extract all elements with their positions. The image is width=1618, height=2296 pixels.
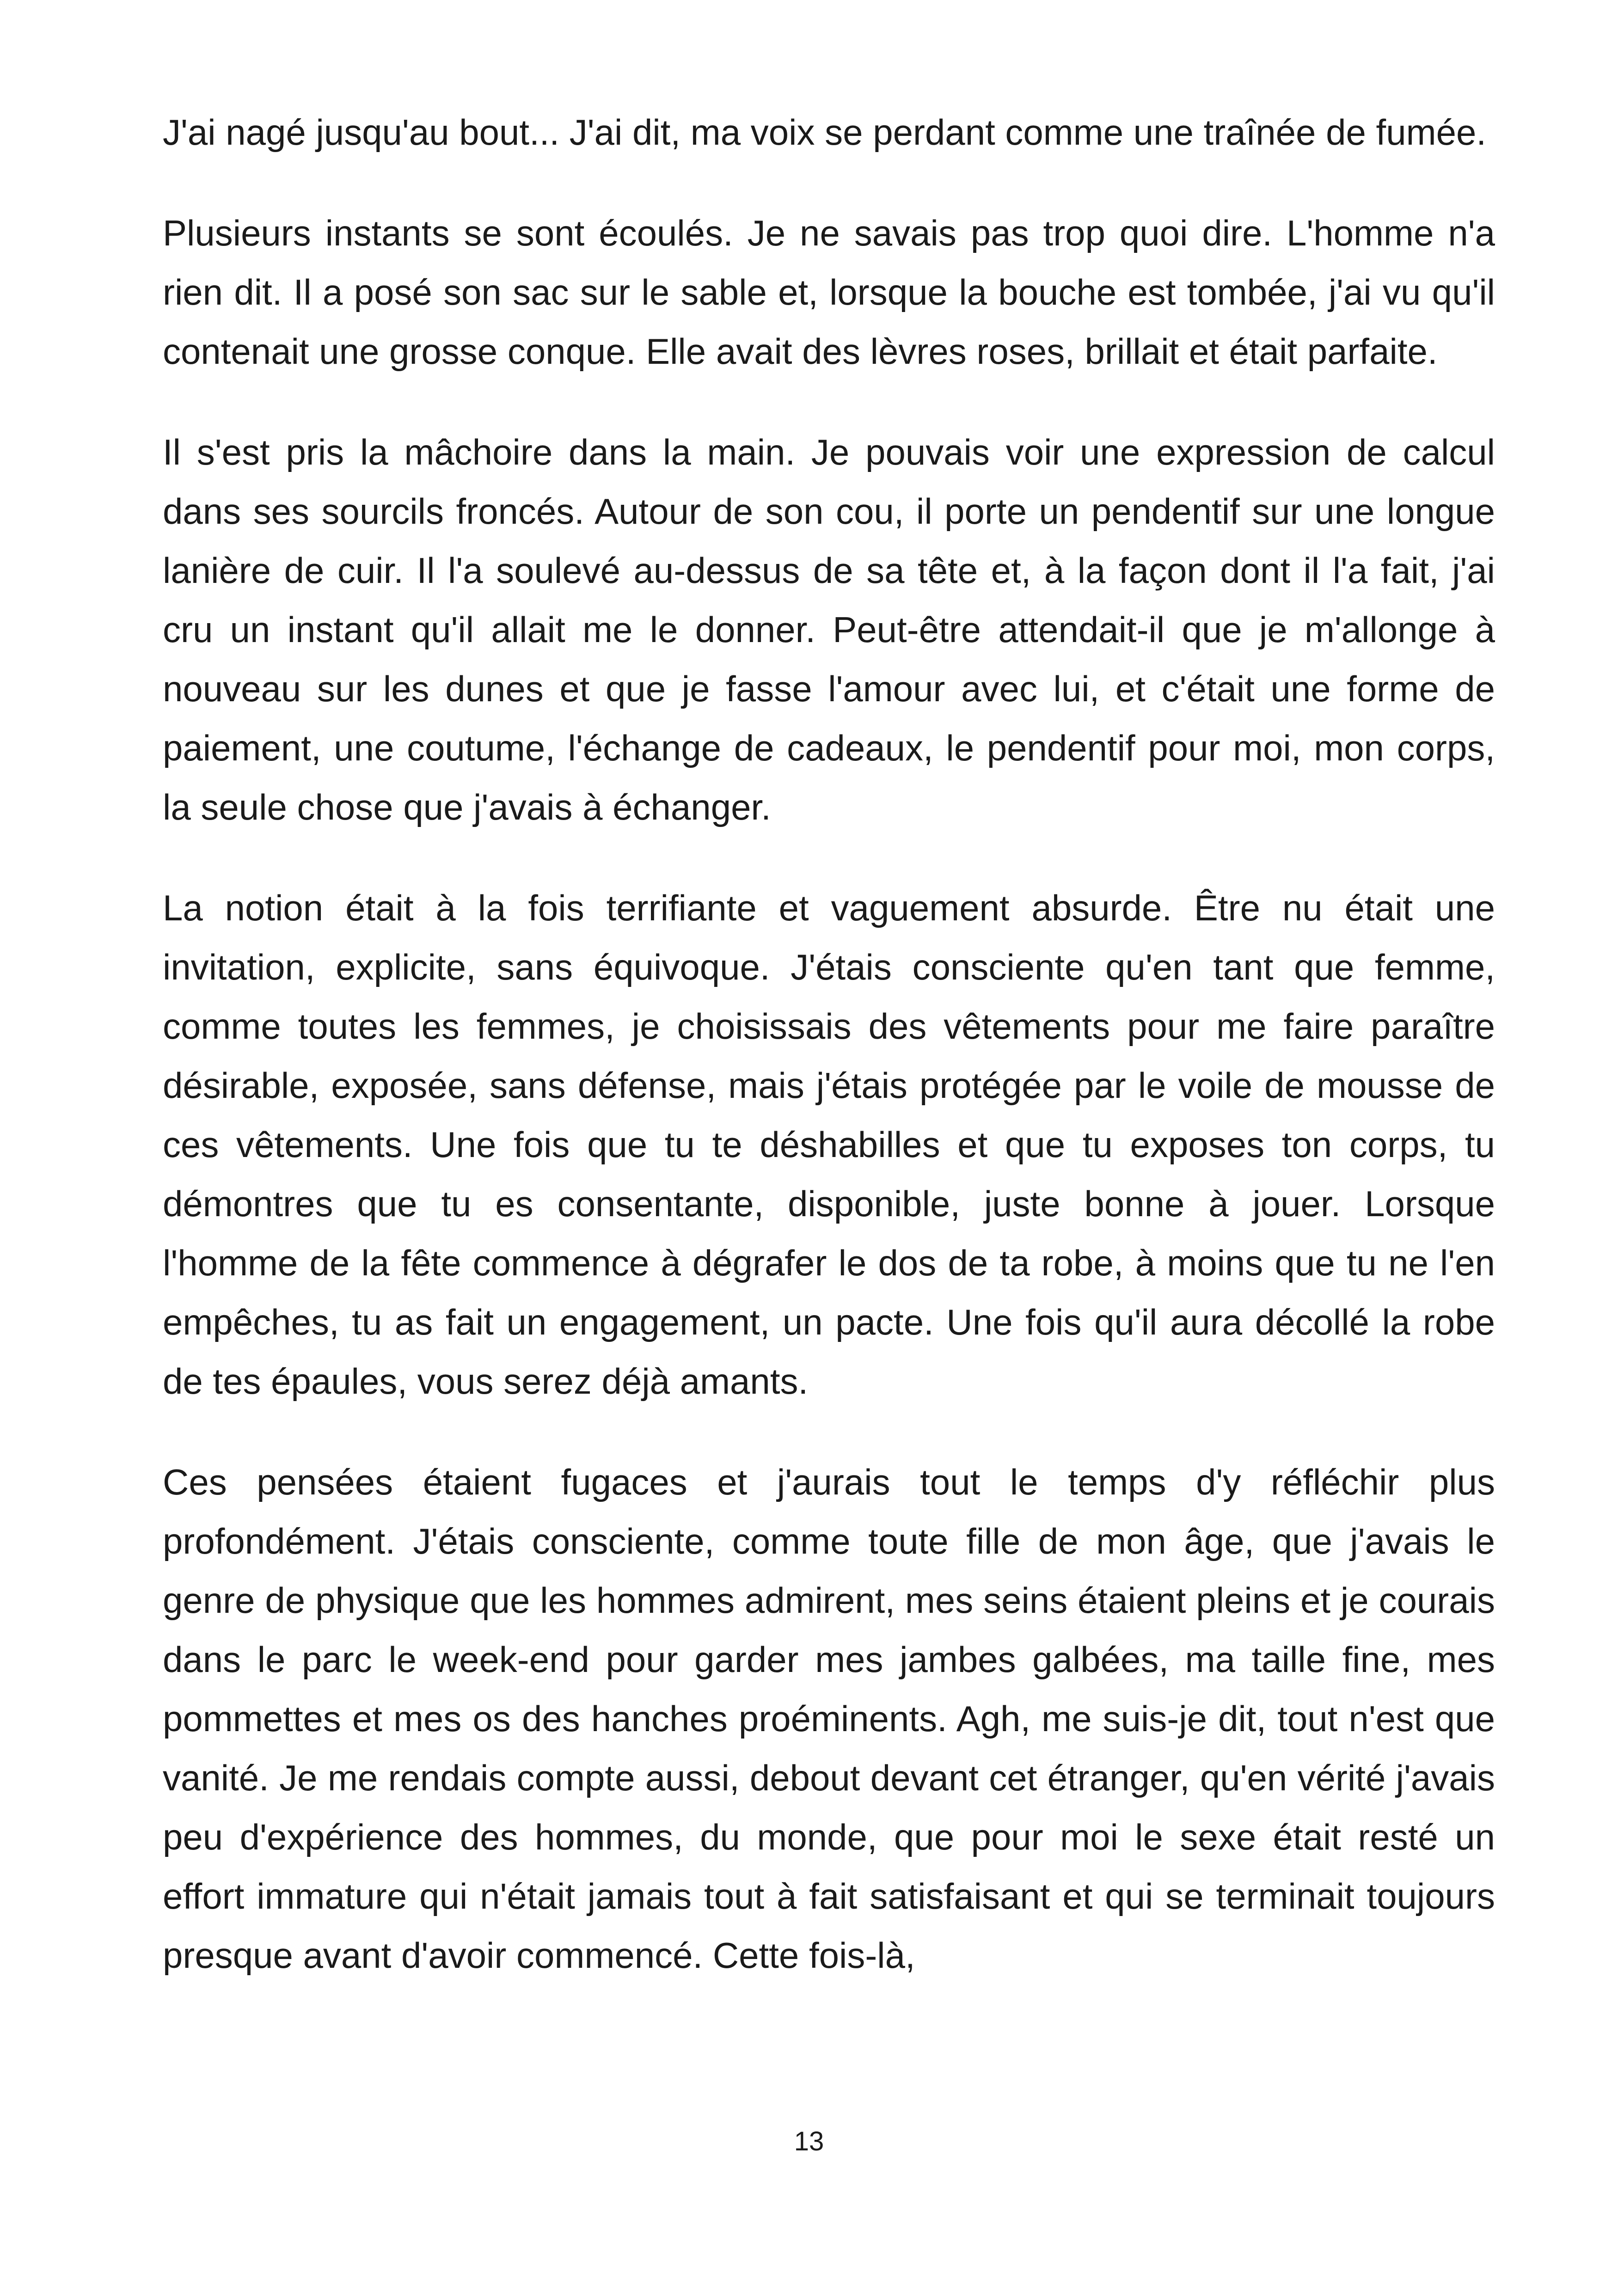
paragraph-2: Plusieurs instants se sont écoulés. Je ne savais pas trop quoi dire. L'homme n'a rien dit. Il a posé son sac sur le sable et, lorsque la bouche est tombée, j'ai vu qu'il contenait une grosse conque. Elle avait des lèvres roses, brillait et était parfaite.: [163, 213, 1495, 372]
paragraph-1: J'ai nagé jusqu'au bout... J'ai dit, ma voix se perdant comme une traînée de fumée.: [163, 112, 1486, 153]
body-text: [163, 103, 1495, 2027]
paragraph-5: Ces pensées étaient fugaces et j'aurais tout le temps d'y réfléchir plus profondément. J'étais consciente, comme toute fille de mon âge, que j'avais le genre de physique que les hommes admirent, mes seins étaient pleins et je courais dans le parc le week-end pour garder mes jambes galbées, ma taille fine, mes pommettes et mes os des hanches proéminents. Agh, me suis-je dit, tout n'est que vanité. Je me rendais compte aussi, debout devant cet étranger, qu'en vérité j'avais peu d'expérience des hommes, du monde, que pour moi le sexe était resté un effort immature qui n'était jamais tout à fait satisfaisant et qui se terminait toujours presque avant d'avoir commencé. Cette fois-là,: [163, 1462, 1495, 1976]
paragraph-4: La notion était à la fois terrifiante et vaguement absurde. Être nu était une invitation, explicite, sans équivoque. J'étais consciente qu'en tant que femme, comme toutes les femmes, je choisissais des vêtements pour me faire paraître désirable, exposée, sans défense, mais j'étais protégée par le voile de mousse de ces vêtements. Une fois que tu te déshabilles et que tu exposes ton corps, tu démontres que tu es consentante, disponible, juste bonne à jouer. Lorsque l'homme de la fête commence à dégrafer le dos de ta robe, à moins que tu ne l'en empêches, tu as fait un engagement, un pacte. Une fois qu'il aura décollé la robe de tes épaules, vous serez déjà amants.: [163, 888, 1495, 1402]
paragraph-3: Il s'est pris la mâchoire dans la main. Je pouvais voir une expression de calcul dans ses sourcils froncés. Autour de son cou, il porte un pendentif sur une longue lanière de cuir. Il l'a soulevé au-dessus de sa tête et, à la façon dont il l'a fait, j'ai cru un instant qu'il allait me le donner. Peut-être attendait-il que je m'allonge à nouveau sur les dunes et que je fasse l'amour avec lui, et c'était une forme de paiement, une coutume, l'échange de cadeaux, le pendentif pour moi, mon corps, la seule chose que j'avais à échanger.: [163, 432, 1495, 827]
page-number: 13: [794, 2126, 824, 2156]
